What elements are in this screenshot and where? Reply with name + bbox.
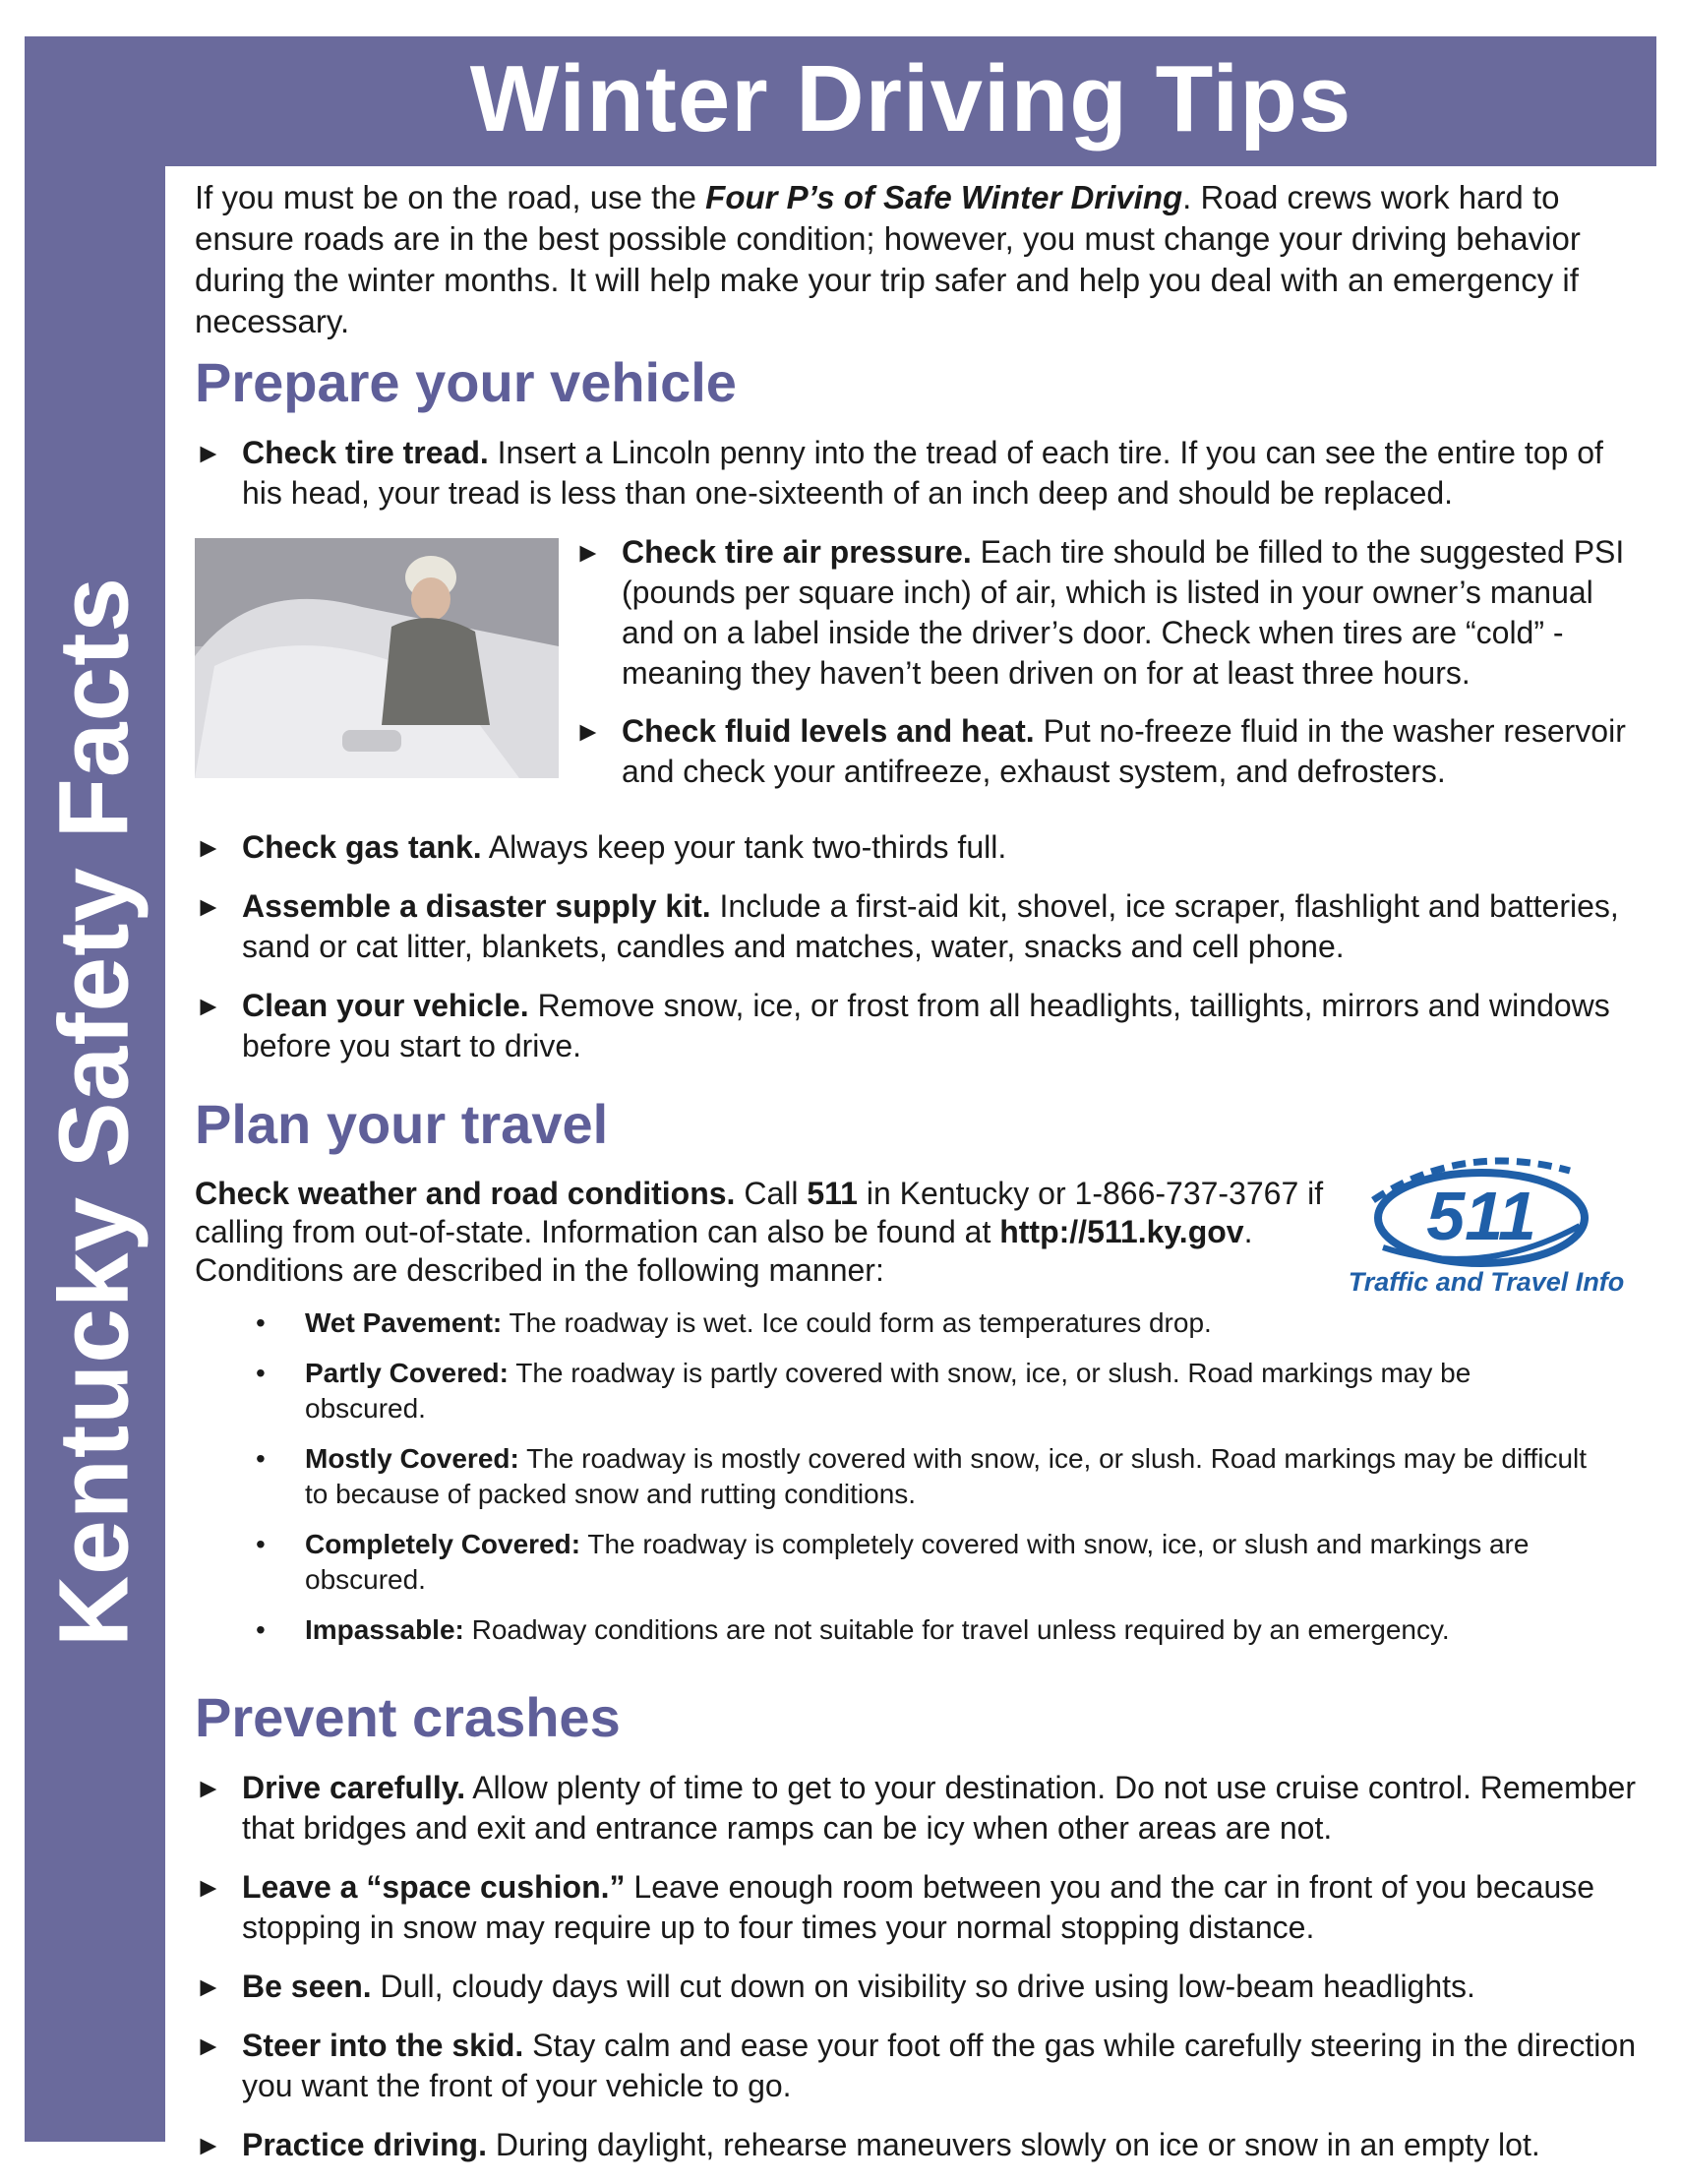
- intro-text-before: If you must be on the road, use the: [195, 179, 706, 215]
- tip-item: [195, 2125, 1641, 2165]
- plan-text-1: Call: [735, 1176, 808, 1211]
- plan-text-3: . Conditions are described in the following manner:: [195, 1214, 1253, 1288]
- bullet-icon: •: [256, 1307, 266, 1338]
- prepare-heading: Prepare your vehicle: [195, 351, 737, 413]
- tip-text: Put no-freeze fluid in the washer reservoir and check your antifreeze, exhaust system, and defrosters.: [622, 713, 1626, 789]
- condition-label: Partly Covered:: [305, 1358, 509, 1388]
- plan-lead: Check weather and road conditions.: [195, 1176, 736, 1211]
- tip-text: Stay calm and ease your foot off the gas while carefully steering in the direction you want the front of your vehicle to go.: [242, 2028, 1636, 2103]
- tip-item: [195, 2026, 1641, 2106]
- list-item: [256, 1305, 1593, 1341]
- tip-item: [574, 532, 1641, 694]
- tip-item: [195, 827, 1641, 868]
- tip-text: During daylight, rehearse maneuvers slowly on ice or snow in an empty lot.: [486, 2127, 1540, 2162]
- list-item: [256, 1612, 1593, 1648]
- condition-text: Roadway conditions are not suitable for travel unless required by an emergency.: [463, 1614, 1450, 1645]
- photo-side-tips: [574, 532, 1641, 810]
- tip-item: [195, 886, 1641, 967]
- logo-number: 511: [1426, 1178, 1536, 1254]
- tip-text: Each tire should be filled to the suggested PSI (pounds per square inch) of air, which is listed in your owner’s manual and on a label inside the driver’s door. Check when tires are “cold” - meaning they haven’t been driven on for at least three hours.: [622, 534, 1625, 691]
- website-link[interactable]: http://511.ky.gov: [999, 1214, 1244, 1249]
- list-item: [256, 1356, 1593, 1426]
- tip-text: Leave enough room between you and the car in front of you because stopping in snow may require up to four times your normal stopping distance.: [242, 1869, 1595, 1945]
- arrow-icon: ►: [195, 2031, 222, 2061]
- main-content: [195, 177, 1641, 2184]
- 511-logo: [1344, 1131, 1629, 1308]
- arrow-icon: ►: [574, 716, 602, 747]
- tip-title: Be seen.: [242, 1969, 372, 2004]
- prevent-heading: Prevent crashes: [195, 1686, 621, 1748]
- tip-item: [195, 1967, 1641, 2007]
- tip-item: [574, 711, 1641, 792]
- condition-label: Completely Covered:: [305, 1529, 581, 1559]
- tip-title: Check fluid levels and heat.: [622, 713, 1035, 749]
- tip-text: Include a first-aid kit, shovel, ice scraper, flashlight and batteries, sand or cat litter, blankets, candles and matches, water, snacks and cell phone.: [242, 888, 1619, 964]
- condition-label: Mostly Covered:: [305, 1443, 519, 1474]
- arrow-icon: ►: [195, 832, 222, 863]
- woman-by-snowy-car-photo: [195, 538, 559, 778]
- tip-item: [195, 1768, 1641, 1849]
- bullet-icon: •: [256, 1614, 266, 1645]
- arrow-icon: ►: [195, 991, 222, 1021]
- tip-title: Assemble a disaster supply kit.: [242, 888, 711, 924]
- condition-text: The roadway is mostly covered with snow, ice, or slush. Road markings may be difficult to because of packed snow and rutting conditions.: [305, 1443, 1588, 1509]
- condition-text: The roadway is completely covered with snow, ice, or slush and markings are obscured.: [305, 1529, 1530, 1595]
- tip-title: Steer into the skid.: [242, 2028, 524, 2063]
- plan-heading: Plan your travel: [195, 1093, 609, 1155]
- tip-text: Remove snow, ice, or frost from all headlights, taillights, mirrors and windows before you start to drive.: [242, 988, 1610, 1063]
- plan-paragraph: [195, 1175, 1355, 1290]
- logo-caption: Traffic and Travel Info: [1348, 1267, 1625, 1297]
- bullet-icon: •: [256, 1443, 266, 1474]
- list-item: [256, 1441, 1593, 1512]
- arrow-icon: ►: [195, 2130, 222, 2160]
- tip-item: [195, 433, 1641, 514]
- tip-title: Practice driving.: [242, 2127, 487, 2162]
- condition-text: The roadway is wet. Ice could form as temperatures drop.: [502, 1307, 1212, 1338]
- arrow-icon: ►: [195, 1872, 222, 1903]
- tip-title: Check tire air pressure.: [622, 534, 972, 570]
- intro-text-after: . Road crews work hard to ensure roads are in the best possible condition; however, you must change your driving behavior during the winter months. It will help make your trip safer and help you deal with an emergency if necessary.: [195, 179, 1581, 339]
- page-title: Winter Driving Tips: [469, 46, 1352, 152]
- photo-row: [195, 532, 1641, 810]
- list-item: [256, 1527, 1593, 1598]
- intro-emphasis: Four P’s of Safe Winter Driving: [705, 179, 1183, 215]
- tip-title: Clean your vehicle.: [242, 988, 529, 1023]
- tip-item: [195, 1867, 1641, 1948]
- bullet-icon: •: [256, 1529, 266, 1559]
- arrow-icon: ►: [195, 891, 222, 922]
- tip-text: Dull, cloudy days will cut down on visibility so drive using low-beam headlights.: [371, 1969, 1475, 2004]
- intro-paragraph: [195, 177, 1641, 342]
- tip-text: Allow plenty of time to get to your destination. Do not use cruise control. Remember that bridges and exit and entrance ramps can be icy when other areas are not.: [242, 1770, 1636, 1846]
- photo-illustration: [195, 538, 559, 778]
- bullet-icon: •: [256, 1358, 266, 1388]
- condition-text: The roadway is partly covered with snow, ice, or slush. Road markings may be obscured.: [305, 1358, 1471, 1424]
- condition-label: Wet Pavement:: [305, 1307, 503, 1338]
- tip-item: [195, 986, 1641, 1066]
- phone-511: 511: [807, 1176, 858, 1211]
- arrow-icon: ►: [195, 1972, 222, 2002]
- tip-title: Check tire tread.: [242, 435, 489, 470]
- tip-title: Drive carefully.: [242, 1770, 466, 1805]
- arrow-icon: ►: [195, 438, 222, 468]
- tip-title: Check gas tank.: [242, 829, 482, 865]
- tip-text: Insert a Lincoln penny into the tread of each tire. If you can see the entire top of his head, your tread is less than one-sixteenth of an inch deep and should be replaced.: [242, 435, 1603, 511]
- plan-section: [195, 1092, 1641, 1648]
- arrow-icon: ►: [195, 1773, 222, 1803]
- arrow-icon: ►: [574, 537, 602, 568]
- plan-text-2: in Kentucky or 1-866-737-3767 if calling from out-of-state. Information can also be found at: [195, 1176, 1324, 1249]
- conditions-list: [195, 1305, 1593, 1648]
- sidebar-title: Kentucky Safety Facts: [38, 576, 150, 1648]
- tip-title: Leave a “space cushion.”: [242, 1869, 626, 1905]
- condition-label: Impassable:: [305, 1614, 464, 1645]
- tip-text: Always keep your tank two-thirds full.: [481, 829, 1007, 865]
